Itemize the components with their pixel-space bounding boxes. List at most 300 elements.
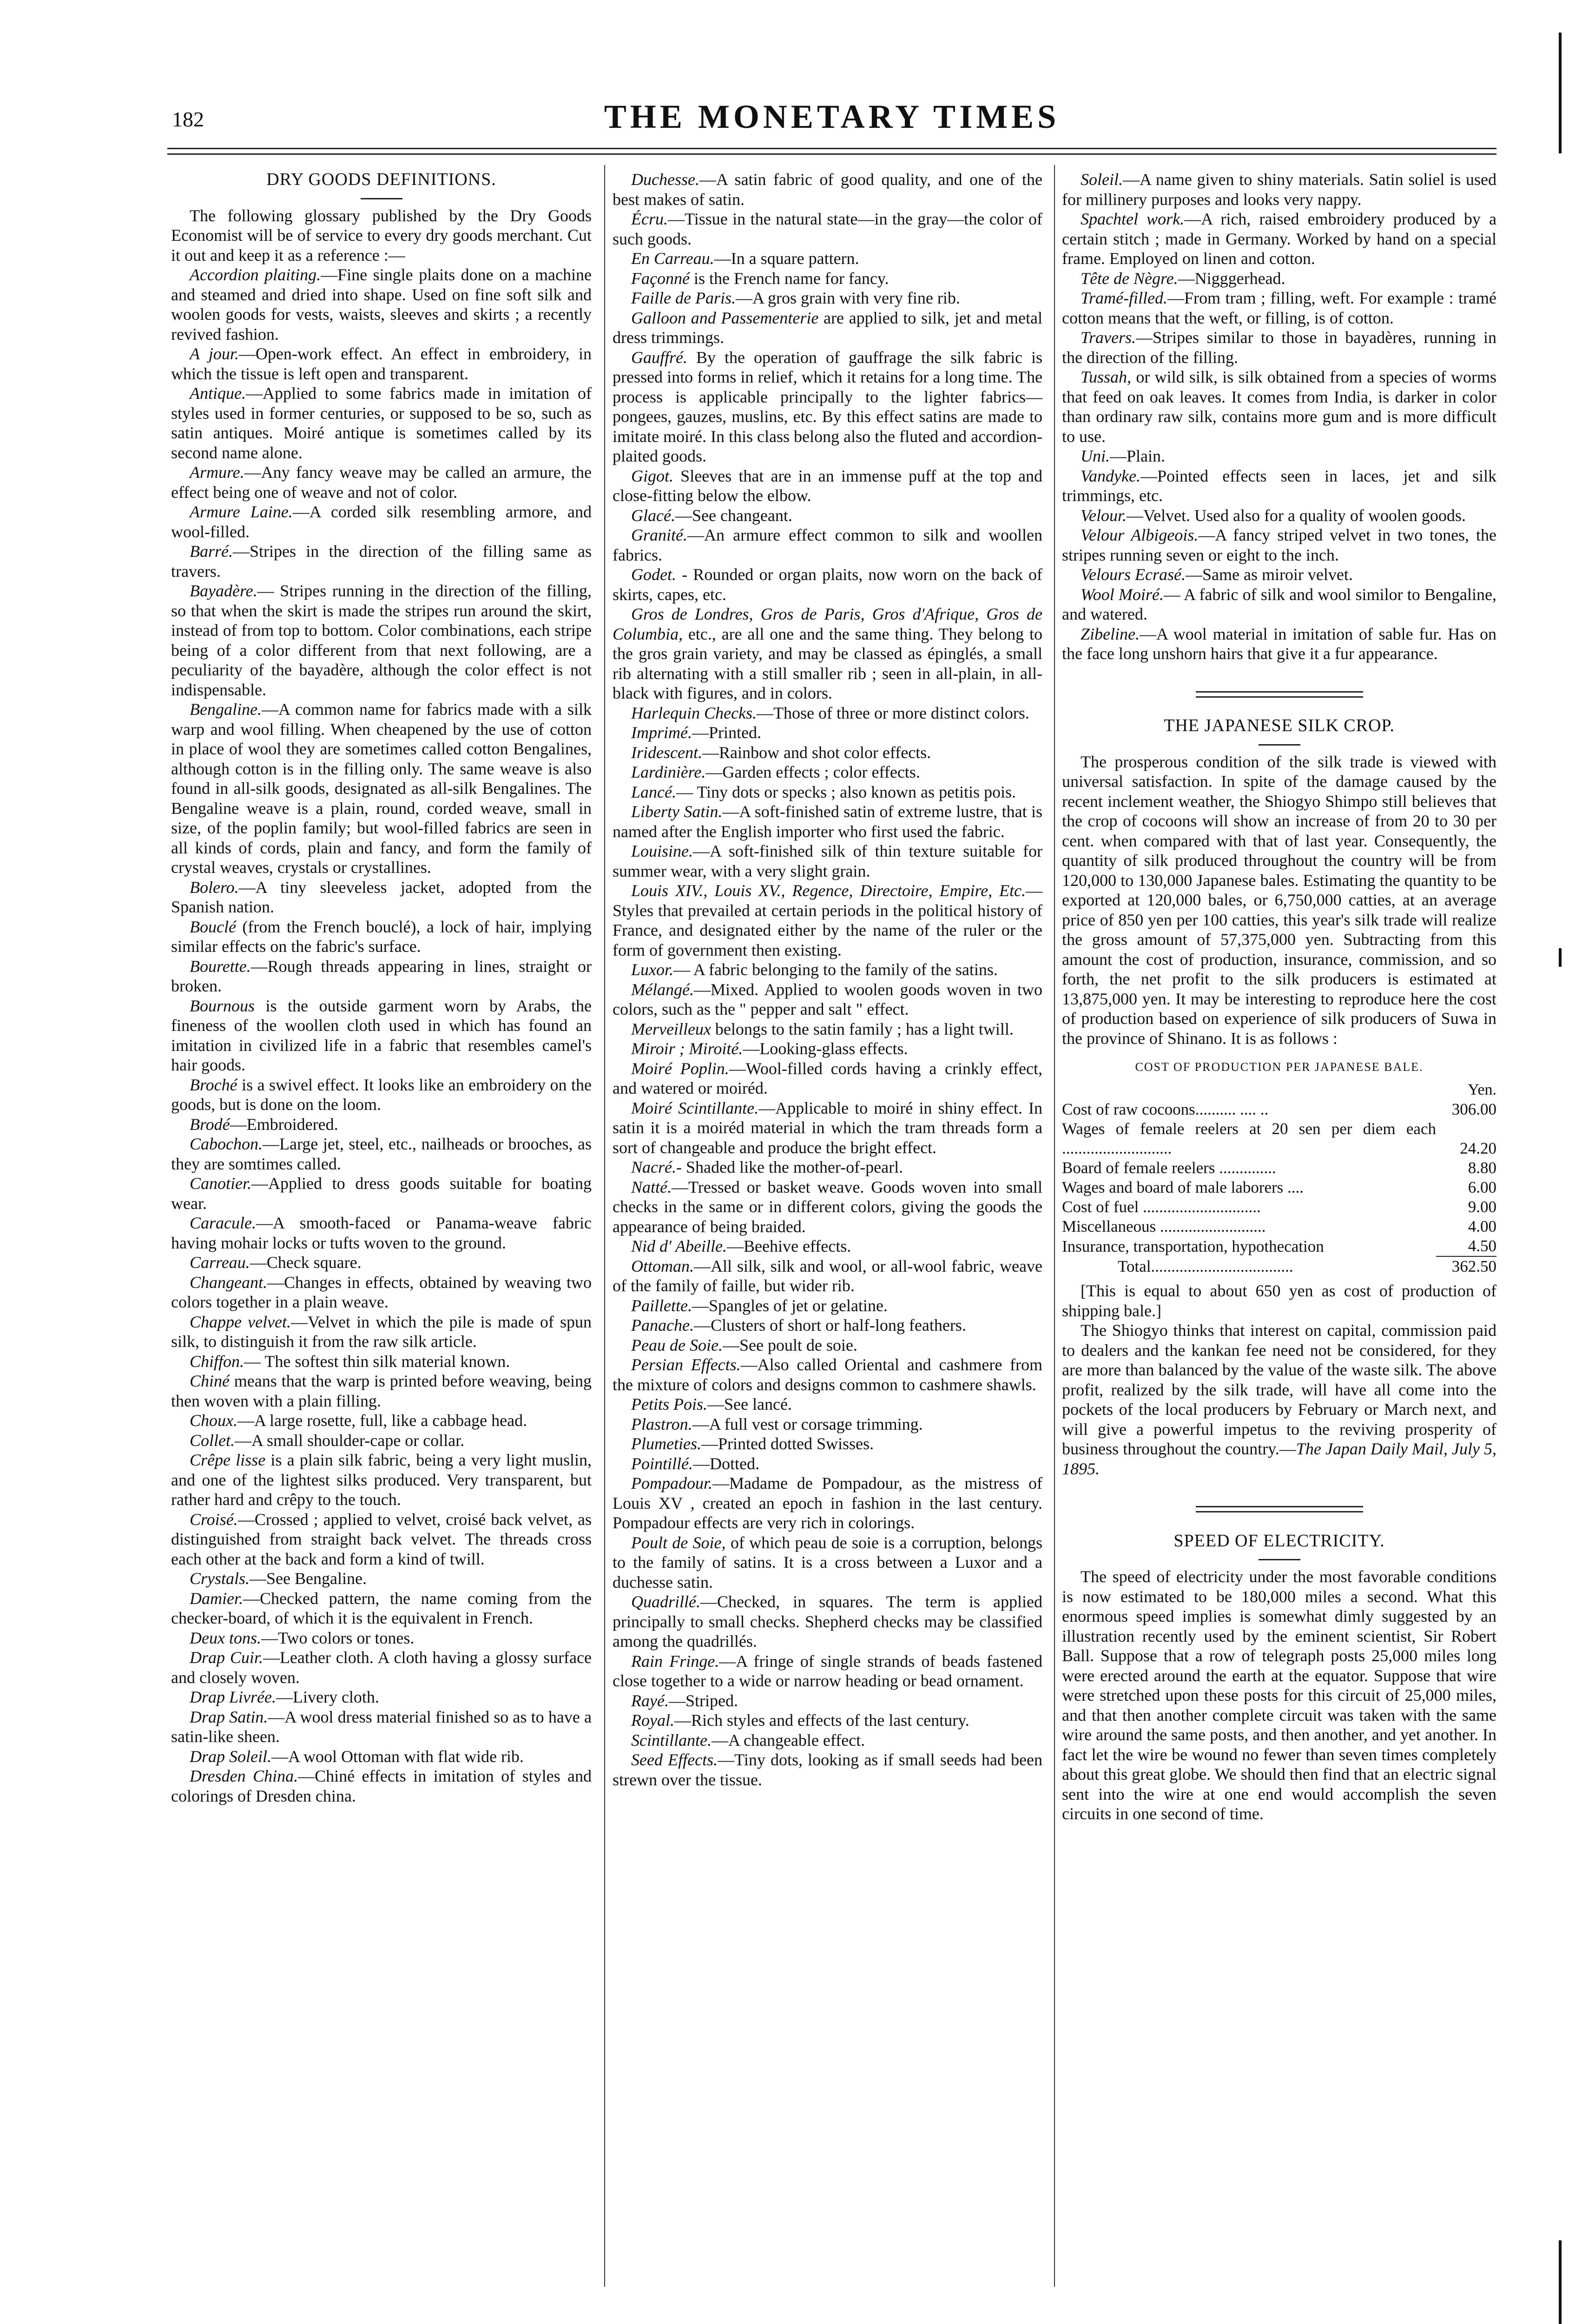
header-rule-2 bbox=[167, 153, 1496, 155]
cost-value: 9.00 bbox=[1468, 1198, 1496, 1216]
definition-entry bbox=[613, 1296, 1042, 1316]
definition-term: Deux tons. bbox=[190, 1628, 261, 1647]
definition-entry bbox=[1062, 624, 1496, 664]
definition-entry bbox=[613, 1434, 1042, 1454]
definition-text: —Spangles of jet or gelatine. bbox=[692, 1296, 888, 1315]
definition-entry bbox=[1062, 446, 1496, 466]
definition-term: Drap Soleil. bbox=[190, 1747, 271, 1766]
definition-text: or wild silk, is silk obtained from a species of worms that feed on oak leaves. It comes from India, is darker in color than ordinary raw silk, contains more gum and is more difficult to use. bbox=[1062, 368, 1496, 446]
definition-entry bbox=[171, 1569, 592, 1589]
definition-entry bbox=[613, 723, 1042, 743]
definition-entry bbox=[1062, 506, 1496, 526]
definition-term: Quadrillé. bbox=[631, 1592, 700, 1611]
silk-paragraph-1: The prosperous condition of the silk trade is viewed with universal satisfaction. In spite of the damage caused by the recent inclement weather, the Shiogyo Shimpo still believes that the crop of cocoons will show an increase of from 20 to 30 per cent. when compared with that of last year. Consequently, the quantity of silk produced throughout the country will be from 120,000 to 130,000 Japanese bales. Estimating the quantity to be exported at 120,000 bales, or 6,750,000 catties, at an average price of 850 yen per 100 catties, this year's silk trade will realize the gross amount of 57,375,000 yen. Subtracting from this amount the cost of production, insurance, commission, and so forth, the net profit to the silk producers is estimated at 13,875,000 yen. It may be interesting to reproduce here the cost of production based on experience of silk producers of Suwa in the province of Shinano. It is as follows : bbox=[1062, 752, 1496, 1048]
definition-term: Miroir ; Miroité. bbox=[631, 1039, 743, 1058]
definition-entry bbox=[171, 581, 592, 700]
definition-text: —Printed dotted Swisses. bbox=[701, 1434, 874, 1453]
definition-text: —Tiny dots, looking as if small seeds had been strewn over the tissue. bbox=[613, 1750, 1042, 1789]
definition-entry bbox=[171, 1589, 592, 1628]
definition-text: —Rich styles and effects of the last century. bbox=[674, 1711, 969, 1730]
definition-text: —A fancy striped velvet in two tones, the stripes running seven or eight to the inch. bbox=[1062, 526, 1497, 564]
definition-text: —Stripes in the direction of the filling same as travers. bbox=[171, 542, 592, 581]
definition-text: —Wool-filled cords having a crinkly effect, and watered or moiréd. bbox=[613, 1059, 1042, 1097]
page-number: 182 bbox=[172, 107, 204, 131]
definition-text: —Plain. bbox=[1110, 447, 1166, 465]
definition-text: is a plain silk fabric, being a very light muslin, and one of the lightest silks produced. Very transparent, but rather hard and crêpy to the touch. bbox=[171, 1451, 592, 1509]
definition-term: Plastron. bbox=[631, 1414, 692, 1433]
cost-row bbox=[1062, 1217, 1496, 1236]
definition-text: —Nigggerhead. bbox=[1178, 269, 1285, 288]
definition-entry bbox=[613, 881, 1042, 960]
definition-term: Nacré. bbox=[631, 1158, 676, 1176]
definition-entry bbox=[171, 1253, 592, 1273]
definition-text: —Changes in effects, obtained by weaving two colors together in a plain weave. bbox=[171, 1273, 592, 1311]
definition-term: Luxor. bbox=[631, 960, 674, 979]
definition-entry bbox=[171, 1687, 592, 1707]
definition-text: —An armure effect common to silk and woollen fabrics. bbox=[613, 526, 1042, 564]
title-dash bbox=[171, 191, 592, 199]
definition-entry bbox=[171, 1431, 592, 1451]
definition-entry bbox=[171, 1075, 592, 1115]
definition-term: Plumeties. bbox=[631, 1434, 701, 1453]
definition-term: Bouclé bbox=[190, 917, 236, 936]
definition-text: means that the warp is printed before weaving, being then woven with a plain filling. bbox=[171, 1372, 592, 1410]
definition-term: Moiré Scintillante. bbox=[631, 1098, 759, 1117]
definition-entry bbox=[171, 1371, 592, 1411]
definition-term: Croisé. bbox=[190, 1510, 238, 1529]
definition-text: — Stripes running in the direction of the filling, so that when the skirt is made the stripes run around the skirt, instead of from top to bottom. Color combinations, each stripe being of a color different from that next following, are a peculiarity of the bayadère, although the color effect is not indispensable. bbox=[171, 581, 592, 699]
definition-term: Drap Cuir. bbox=[190, 1648, 263, 1667]
definition-text: —Check square. bbox=[250, 1253, 362, 1272]
definition-entry bbox=[171, 265, 592, 344]
definition-text: —A soft-finished satin of extreme lustre, that is named after the English importer who first used the fabric. bbox=[613, 802, 1042, 841]
definition-text: —Any fancy weave may be called an armure, the effect being one of weave and not of color. bbox=[171, 463, 592, 502]
definition-term: Accordion plaiting. bbox=[190, 265, 321, 284]
definition-term: Imprimé. bbox=[631, 723, 692, 742]
title-dash bbox=[1062, 1552, 1496, 1560]
definition-entry bbox=[613, 762, 1042, 782]
definition-entry bbox=[613, 525, 1042, 565]
definition-entry bbox=[613, 1710, 1042, 1730]
definition-term: Damier. bbox=[190, 1589, 243, 1608]
definition-entry bbox=[171, 1707, 592, 1747]
definition-term: Caracule. bbox=[190, 1214, 256, 1232]
definition-text: —Styles that prevailed at certain periods in the political history of France, and designated either by the name of the ruler or the form of government then existing. bbox=[613, 881, 1042, 959]
definition-entry bbox=[613, 604, 1042, 703]
definition-entry bbox=[613, 1414, 1042, 1434]
definition-term: Broché bbox=[190, 1075, 237, 1094]
definition-text: —Clusters of short or half-long feathers. bbox=[693, 1316, 966, 1334]
definition-entry bbox=[613, 348, 1042, 466]
definition-term: Bourette. bbox=[190, 957, 251, 976]
definition-entry bbox=[1062, 367, 1496, 446]
definition-entry bbox=[171, 1648, 592, 1687]
definition-term: Uni. bbox=[1081, 447, 1110, 465]
definition-term: Wool Moiré. bbox=[1081, 585, 1164, 604]
definition-entry bbox=[613, 1098, 1042, 1158]
definition-term: Armure. bbox=[190, 463, 244, 482]
definition-entry bbox=[613, 841, 1042, 881]
definition-entry bbox=[171, 1174, 592, 1213]
definition-text: —A smooth-faced or Panama-weave fabric having mohair locks or tufts woven to the ground. bbox=[171, 1214, 592, 1252]
definition-term: Tussah, bbox=[1081, 368, 1132, 386]
definition-entry bbox=[613, 1454, 1042, 1474]
definition-entry bbox=[613, 1533, 1042, 1592]
definition-entry bbox=[613, 1651, 1042, 1691]
scan-edge-marks bbox=[1559, 19, 1563, 2324]
cost-row bbox=[1062, 1100, 1496, 1119]
definition-entry bbox=[613, 1059, 1042, 1098]
definition-text: of which peau de soie is a corruption, belongs to the family of satins. It is a cross between a Luxor and a duchesse satin. bbox=[613, 1533, 1042, 1591]
cost-value: 6.00 bbox=[1468, 1178, 1496, 1196]
cost-label: Cost of raw cocoons.......... .... .. bbox=[1062, 1100, 1269, 1118]
definition-text: —From tram ; filling, weft. For example : tramé cotton means that the weft, or filling, is of cotton. bbox=[1062, 289, 1496, 327]
definition-entry bbox=[613, 1750, 1042, 1789]
definition-text: —Velvet in which the pile is made of spun silk, to distinguish it from the raw silk article. bbox=[171, 1312, 592, 1351]
cost-row bbox=[1062, 1178, 1496, 1197]
definition-text: —A common name for fabrics made with a silk warp and wool filling. When cheapened by the use of cotton in place of wool they are sometimes called cotton Bengalines, although cotton is in the filling only. The same weave is also found in all-silk goods, designated as all-silk Bengalines. The Bengaline weave is a plain, round, corded weave, small in size, of the poplin family; but wool-filled fabrics are seen in all kinds of cords, plain and fancy, and form the family of crystal weaves, crystals or crystallines. bbox=[171, 700, 592, 877]
definition-text: —A satin fabric of good quality, and one of the best makes of satin. bbox=[613, 170, 1042, 209]
section-separator-2 bbox=[1062, 1497, 1496, 1517]
definition-term: Pointillé. bbox=[631, 1454, 693, 1473]
definition-entry bbox=[613, 1039, 1042, 1059]
column-definitions-cont bbox=[613, 170, 1042, 1789]
definition-text: —A wool Ottoman with flat wide rib. bbox=[271, 1747, 524, 1766]
title-dash bbox=[1062, 738, 1496, 746]
silk-paragraph-3 bbox=[1062, 1320, 1496, 1479]
definition-text: —Fine single plaits done on a machine and steamed and dried into shape. Used on fine soft silk and woolen goods for vests, waists, sleeves and skirts ; a recently revived fashion. bbox=[171, 265, 592, 343]
definition-entry bbox=[613, 1691, 1042, 1711]
definition-text: —Embroidered. bbox=[230, 1115, 338, 1134]
definition-text: —Chiné effects in imitation of styles and colorings of Dresden china. bbox=[171, 1767, 592, 1805]
definition-term: Bengaline. bbox=[190, 700, 262, 719]
definition-term: Antique. bbox=[190, 384, 246, 403]
definition-entry bbox=[171, 996, 592, 1075]
cost-value: 4.50 bbox=[1468, 1237, 1496, 1255]
definition-text: —Checked, in squares. The term is applied principally to small checks. Shepherd checks may be classified among the quadrillés. bbox=[613, 1592, 1042, 1651]
definition-text: —A tiny sleeveless jacket, adopted from the Spanish nation. bbox=[171, 878, 592, 916]
definition-term: Glacé. bbox=[631, 506, 675, 525]
definition-term: Écru. bbox=[631, 210, 668, 228]
definition-term: Canotier. bbox=[190, 1174, 252, 1193]
silk-paragraph-2: [This is equal to about 650 yen as cost of production of shipping bale.] bbox=[1062, 1281, 1496, 1320]
definition-text: —Printed. bbox=[692, 723, 761, 742]
definition-term: Tête de Nègre. bbox=[1081, 269, 1178, 288]
definition-term: Vandyke. bbox=[1081, 466, 1140, 485]
definition-entry bbox=[613, 980, 1042, 1019]
definition-term: Choux. bbox=[190, 1411, 237, 1430]
definition-text: — Tiny dots or specks ; also known as petitis pois. bbox=[676, 782, 1016, 801]
definition-term: Tramé-filled. bbox=[1081, 289, 1167, 307]
definition-term: Panache. bbox=[631, 1316, 694, 1334]
definition-text: By the operation of gauffrage the silk fabric is pressed into forms in relief, which it retains for a long time. The process is applicable principally to the lighter fabrics—pongees, gauzes, muslins, etc. By this effect satins are made to imitate moiré. In this class belong also the fluted and accordion-plaited goods. bbox=[613, 348, 1042, 465]
definition-text: —Large jet, steel, etc., nailheads or brooches, as they are somtimes called. bbox=[171, 1135, 592, 1173]
cost-value: 24.20 bbox=[1460, 1139, 1496, 1157]
definition-term: A jour. bbox=[190, 344, 239, 363]
definition-text: —A wool dress material finished so as to have a satin-like sheen. bbox=[171, 1707, 592, 1746]
definition-text: is a swivel effect. It looks like an embroidery on the goods, but is done on the loom. bbox=[171, 1075, 592, 1114]
definition-term: Crêpe lisse bbox=[190, 1451, 266, 1469]
definition-text: —Mixed. Applied to woolen goods woven in two colors, such as the " pepper and salt " effect. bbox=[613, 980, 1042, 1018]
definition-text: —Madame de Pompadour, as the mistress of Louis XV , created an epoch in fashion in the last century. Pompadour effects are very rich in colorings. bbox=[613, 1474, 1042, 1532]
definition-entry bbox=[1062, 328, 1496, 367]
definition-text: Sleeves that are in an immense puff at the top and close-fitting below the elbow. bbox=[613, 466, 1042, 505]
header-rule bbox=[167, 148, 1496, 149]
definition-entry bbox=[171, 1352, 592, 1372]
cost-row bbox=[1062, 1119, 1496, 1158]
definition-text: etc., are all one and the same thing. They belong to the gros grain variety, and may be classed as épinglés, a small rib alternating with a still smaller rib ; seen in all-plain, in all-black with figures, and in colors. bbox=[613, 624, 1042, 702]
definition-text: —Tressed or basket weave. Goods woven into small checks in the same or in different colors, giving the goods the appearance of being braided. bbox=[613, 1177, 1042, 1236]
definition-text: —Also called Oriental and cashmere from the mixture of colors and designs common to cashmere shawls. bbox=[613, 1355, 1042, 1394]
cost-label: Wages and board of male laborers .... bbox=[1062, 1178, 1304, 1196]
cost-value: 4.00 bbox=[1468, 1217, 1496, 1235]
cost-total-label: Total................................... bbox=[1118, 1257, 1293, 1275]
definition-text: —Checked pattern, the name coming from the checker-board, of which it is the equivalent in French. bbox=[171, 1589, 592, 1627]
definition-text: —All silk, silk and wool, or all-wool fabric, weave of the family of faille, but wider rib. bbox=[613, 1256, 1042, 1295]
definition-term: Lardinière. bbox=[631, 763, 706, 781]
definition-text: —Open-work effect. An effect in embroidery, in which the tissue is left open and transparent. bbox=[171, 344, 592, 383]
definition-entry bbox=[171, 1273, 592, 1312]
definition-entry bbox=[171, 1115, 592, 1135]
definition-term: Seed Effects. bbox=[631, 1750, 718, 1769]
definition-entry bbox=[613, 703, 1042, 723]
definition-term: Changeant. bbox=[190, 1273, 267, 1292]
definition-entry bbox=[613, 1355, 1042, 1394]
definition-text: —A rich, raised embroidery produced by a certain stitch ; made in Germany. Worked by hand on a special frame. Employed on linen and cotton. bbox=[1062, 210, 1496, 268]
definition-text: —Same as miroir velvet. bbox=[1185, 565, 1353, 584]
definition-text: —Two colors or tones. bbox=[261, 1628, 415, 1647]
definition-term: Zibeline. bbox=[1081, 624, 1140, 643]
definition-text: —Applied to some fabrics made in imitation of styles used in former centuries, or supposed to be so, such as satin antiques. Moiré antique is sometimes called by its second name alone. bbox=[171, 384, 592, 462]
definition-text: (from the French bouclé), a lock of hair, implying similar effects on the fabric's surface. bbox=[171, 917, 592, 956]
section-title-electricity: SPEED OF ELECTRICITY. bbox=[1173, 1531, 1385, 1551]
definition-term: Pompadour. bbox=[631, 1474, 713, 1492]
definition-entry bbox=[171, 700, 592, 878]
definition-term: Drap Satin. bbox=[190, 1707, 268, 1726]
definition-text: —In a square pattern. bbox=[714, 249, 859, 268]
definition-text: belongs to the satin family ; has a light twill. bbox=[711, 1019, 1014, 1038]
definition-text: —A changeable effect. bbox=[711, 1730, 865, 1750]
definition-text: —A soft-finished silk of thin texture suitable for summer wear, with a very slight grain. bbox=[613, 842, 1042, 880]
column-divider-2 bbox=[1054, 165, 1055, 2287]
definition-entry bbox=[171, 383, 592, 462]
definition-entry bbox=[613, 170, 1042, 209]
definition-entry bbox=[171, 1312, 592, 1352]
definition-term: Moiré Poplin. bbox=[631, 1059, 729, 1078]
definition-text: —See Bengaline. bbox=[250, 1569, 367, 1588]
definition-term: Mélangé. bbox=[631, 980, 694, 999]
definition-entry bbox=[613, 1394, 1042, 1414]
definition-entry bbox=[613, 249, 1042, 269]
definition-text: —Beehive effects. bbox=[727, 1237, 851, 1255]
definition-term: Façonné bbox=[631, 269, 690, 288]
definition-term: Drap Livrée. bbox=[190, 1688, 276, 1706]
definition-text: — The softest thin silk material known. bbox=[244, 1352, 510, 1371]
definition-entry bbox=[613, 802, 1042, 841]
definition-term: Royal. bbox=[631, 1711, 674, 1730]
definition-term: Godet. bbox=[631, 565, 676, 584]
definition-text: —A large rosette, full, like a cabbage head. bbox=[237, 1411, 527, 1430]
definition-term: Nid d' Abeille. bbox=[631, 1237, 727, 1255]
definition-term: Gauffré. bbox=[631, 348, 687, 367]
cost-value: 8.80 bbox=[1468, 1159, 1496, 1177]
definition-term: Chiné bbox=[190, 1372, 230, 1390]
definition-text: —Those of three or more distinct colors. bbox=[756, 703, 1029, 722]
cost-label: Insurance, transportation, hypothecation bbox=[1062, 1237, 1324, 1255]
cost-table-unit: Yen. bbox=[1468, 1081, 1496, 1098]
definition-entry bbox=[613, 1236, 1042, 1256]
definition-text: —A full vest or corsage trimming. bbox=[692, 1414, 923, 1433]
definition-entry bbox=[171, 462, 592, 502]
definition-entry bbox=[613, 1177, 1042, 1237]
definition-term: Harlequin Checks. bbox=[631, 703, 757, 722]
definition-entry bbox=[613, 1019, 1042, 1039]
definition-term: Iridescent. bbox=[631, 743, 702, 762]
definition-entry bbox=[613, 1256, 1042, 1296]
definition-entry bbox=[1062, 269, 1496, 289]
electricity-paragraph: The speed of electricity under the most favorable conditions is now estimated to be 180,000 miles a second. What this enormous speed implies is somewhat dimly suggested by an illustration recently used by the eminent scientist, Sir Robert Ball. Suppose that a row of telegraph posts 25,000 miles long were erected around the earth at the equator. Suppose that wire were stretched upon these posts for this circuit of 25,000 miles, and that then another complete circuit was taken with the same wire around the same posts, and then another, and yet another. In fact let the wire be wound no fewer than seven times completely about this great globe. We should then find that an electric signal sent into the wire at one end would accomplish the seven circuits in one second of time. bbox=[1062, 1567, 1496, 1823]
definition-entry bbox=[613, 743, 1042, 763]
definition-term: Persian Effects. bbox=[631, 1355, 741, 1374]
section-title-dry-goods: DRY GOODS DEFINITIONS. bbox=[266, 170, 496, 189]
definition-term: Dresden China. bbox=[190, 1767, 298, 1785]
definition-text: —A wool material in imitation of sable fur. Has on the face long unshorn hairs that give it a fur appearance. bbox=[1062, 624, 1496, 663]
definition-entry bbox=[171, 1134, 592, 1174]
definition-text: —Leather cloth. A cloth having a glossy surface and closely woven. bbox=[171, 1648, 592, 1687]
definition-entry bbox=[613, 466, 1042, 506]
definition-entry bbox=[1062, 466, 1496, 506]
definition-term: Velour Albigeois. bbox=[1081, 526, 1199, 544]
definition-term: Chiffon. bbox=[190, 1352, 244, 1371]
dry-goods-intro: The following glossary published by the Dry Goods Economist will be of service to every dry goods merchant. Cut it out and keep it as a reference :— bbox=[171, 206, 592, 264]
definition-text: —A gros grain with very fine rib. bbox=[735, 289, 960, 307]
definition-entry bbox=[1062, 525, 1496, 565]
definition-term: Gros de Londres, Gros de Paris, Gros d'Afrique, Gros de Columbia, bbox=[613, 605, 1042, 643]
definition-term: Brodé bbox=[190, 1115, 230, 1134]
definition-text: —Looking-glass effects. bbox=[743, 1039, 908, 1058]
definition-text: —A corded silk resembling armore, and wool-filled. bbox=[171, 502, 592, 541]
definition-text: —A name given to shiny materials. Satin soliel is used for millinery purposes and looks very nappy. bbox=[1062, 170, 1496, 209]
definition-term: Paillette. bbox=[631, 1296, 692, 1315]
definition-entries-cont bbox=[613, 170, 1042, 1789]
definition-term: Duchesse. bbox=[631, 170, 699, 189]
definition-text: —Dotted. bbox=[692, 1454, 759, 1473]
definition-term: Collet. bbox=[190, 1431, 235, 1450]
definition-entry bbox=[171, 1450, 592, 1510]
definition-entry bbox=[613, 565, 1042, 604]
definition-term: Gigot. bbox=[631, 466, 674, 485]
definition-entry bbox=[613, 1592, 1042, 1651]
definition-term: Rayé. bbox=[631, 1691, 669, 1710]
silk-paragraph-3-text: The Shiogyo thinks that interest on capital, commission paid to dealers and the kankan fee need not be considered, for they are more than balanced by the value of the waste silk. The above profit, realized by the silk trade, will have all come into the pockets of the local producers by February or March next, and will give a powerful impetus to the reviving prosperity of business throughout the country.— bbox=[1062, 1321, 1496, 1458]
definition-entry bbox=[171, 957, 592, 996]
definition-term: Faille de Paris. bbox=[631, 289, 736, 307]
definition-term: Travers. bbox=[1081, 328, 1136, 347]
definition-text: —Velvet. Used also for a quality of woolen goods. bbox=[1127, 506, 1466, 525]
definition-entry bbox=[171, 344, 592, 383]
definition-entry bbox=[613, 1157, 1042, 1177]
cost-label: Cost of fuel ............................. bbox=[1062, 1198, 1261, 1216]
definition-entry bbox=[171, 1747, 592, 1767]
definition-entry bbox=[613, 1473, 1042, 1533]
definition-entry bbox=[171, 1510, 592, 1569]
definition-entry bbox=[1062, 288, 1496, 328]
definition-text: —Stripes similar to those in bayadères, running in the direction of the filling. bbox=[1062, 328, 1496, 367]
definition-entry bbox=[171, 1411, 592, 1431]
column-three bbox=[1062, 170, 1496, 1824]
definition-text: —Garden effects ; color effects. bbox=[705, 763, 920, 781]
definition-term: Lancé. bbox=[631, 782, 676, 801]
cost-value: 306.00 bbox=[1451, 1100, 1496, 1118]
definition-entry bbox=[613, 782, 1042, 802]
definition-text: - Rounded or organ plaits, now worn on the back of skirts, capes, etc. bbox=[613, 565, 1042, 604]
definition-entry bbox=[1062, 585, 1496, 624]
definition-text: —Applied to dress goods suitable for boating wear. bbox=[171, 1174, 592, 1213]
definition-term: Bournous bbox=[190, 996, 255, 1015]
cost-label: Board of female reelers .............. bbox=[1062, 1159, 1276, 1177]
definition-entry bbox=[171, 1213, 592, 1253]
definition-text: —See changeant. bbox=[675, 506, 792, 525]
definition-text: — A fabric belonging to the family of the satins. bbox=[673, 960, 998, 979]
definition-term: Soleil. bbox=[1081, 170, 1123, 189]
definition-term: Cabochon. bbox=[190, 1135, 263, 1153]
definition-term: Rain Fringe. bbox=[631, 1651, 719, 1670]
definition-term: Velour. bbox=[1081, 506, 1127, 525]
definition-entry bbox=[171, 502, 592, 541]
definition-term: Barré. bbox=[190, 542, 233, 561]
silk-source: The Japan Daily Mail, July 5, 1895. bbox=[1062, 1439, 1496, 1478]
definition-entry bbox=[1062, 209, 1496, 269]
definition-term: Armure Laine. bbox=[190, 502, 293, 521]
definition-text: — A fabric of silk and wool similor to Bengaline, and watered. bbox=[1062, 585, 1496, 623]
definition-text: —A small shoulder-cape or collar. bbox=[235, 1431, 465, 1450]
definition-term: Poult de Soie, bbox=[631, 1533, 726, 1552]
cost-label: Miscellaneous .......................... bbox=[1062, 1217, 1266, 1235]
definition-text: —See lancé. bbox=[707, 1395, 792, 1413]
definition-term: Peau de Soie. bbox=[631, 1335, 723, 1354]
column-dry-goods bbox=[171, 170, 592, 1806]
definition-entry bbox=[613, 209, 1042, 249]
definition-term: Spachtel work. bbox=[1081, 210, 1185, 228]
definition-entry bbox=[613, 960, 1042, 980]
definition-term: Bayadère. bbox=[190, 581, 257, 600]
definition-text: is the outside garment worn by Arabs, the fineness of the woollen cloth used in which has found an imitation in civilized life in a fabric that resembles camel's hair goods. bbox=[171, 996, 592, 1074]
column-divider-1 bbox=[604, 165, 605, 2287]
definition-term: Velours Ecrasé. bbox=[1081, 565, 1186, 584]
definition-entry bbox=[171, 541, 592, 581]
definition-text: —Pointed effects seen in laces, jet and silk trimmings, etc. bbox=[1062, 466, 1496, 505]
definition-term: Petits Pois. bbox=[631, 1395, 707, 1413]
page-header bbox=[167, 93, 1496, 149]
masthead: THE MONETARY TIMES bbox=[604, 98, 1060, 135]
definition-text: - Shaded like the mother-of-pearl. bbox=[676, 1158, 903, 1176]
definition-text: are applied to silk, jet and metal dress trimmings. bbox=[613, 308, 1042, 347]
definition-term: En Carreau. bbox=[631, 249, 714, 268]
definition-text: —Applicable to moiré in shiny effect. In satin it is a moiréd material in which the tram threads form a sort of changeable and produce the bright effect. bbox=[613, 1098, 1042, 1157]
cost-label: Wages of female reelers at 20 sen per diem each ........................... bbox=[1062, 1120, 1436, 1157]
definition-term: Natté. bbox=[631, 1177, 672, 1196]
definition-entry bbox=[613, 1730, 1042, 1750]
definition-entry bbox=[1062, 565, 1496, 585]
definition-term: Ottoman. bbox=[631, 1256, 694, 1275]
definition-text: —See poult de soie. bbox=[722, 1335, 857, 1354]
definition-entry bbox=[613, 308, 1042, 348]
definition-term: Merveilleux bbox=[631, 1019, 711, 1038]
definition-entry bbox=[171, 1766, 592, 1806]
definition-entry bbox=[1062, 170, 1496, 209]
definition-term: Chappe velvet. bbox=[190, 1312, 291, 1331]
definition-term: Louis XIV., Louis XV., Regence, Directoire, Empire, Etc. bbox=[631, 881, 1026, 900]
